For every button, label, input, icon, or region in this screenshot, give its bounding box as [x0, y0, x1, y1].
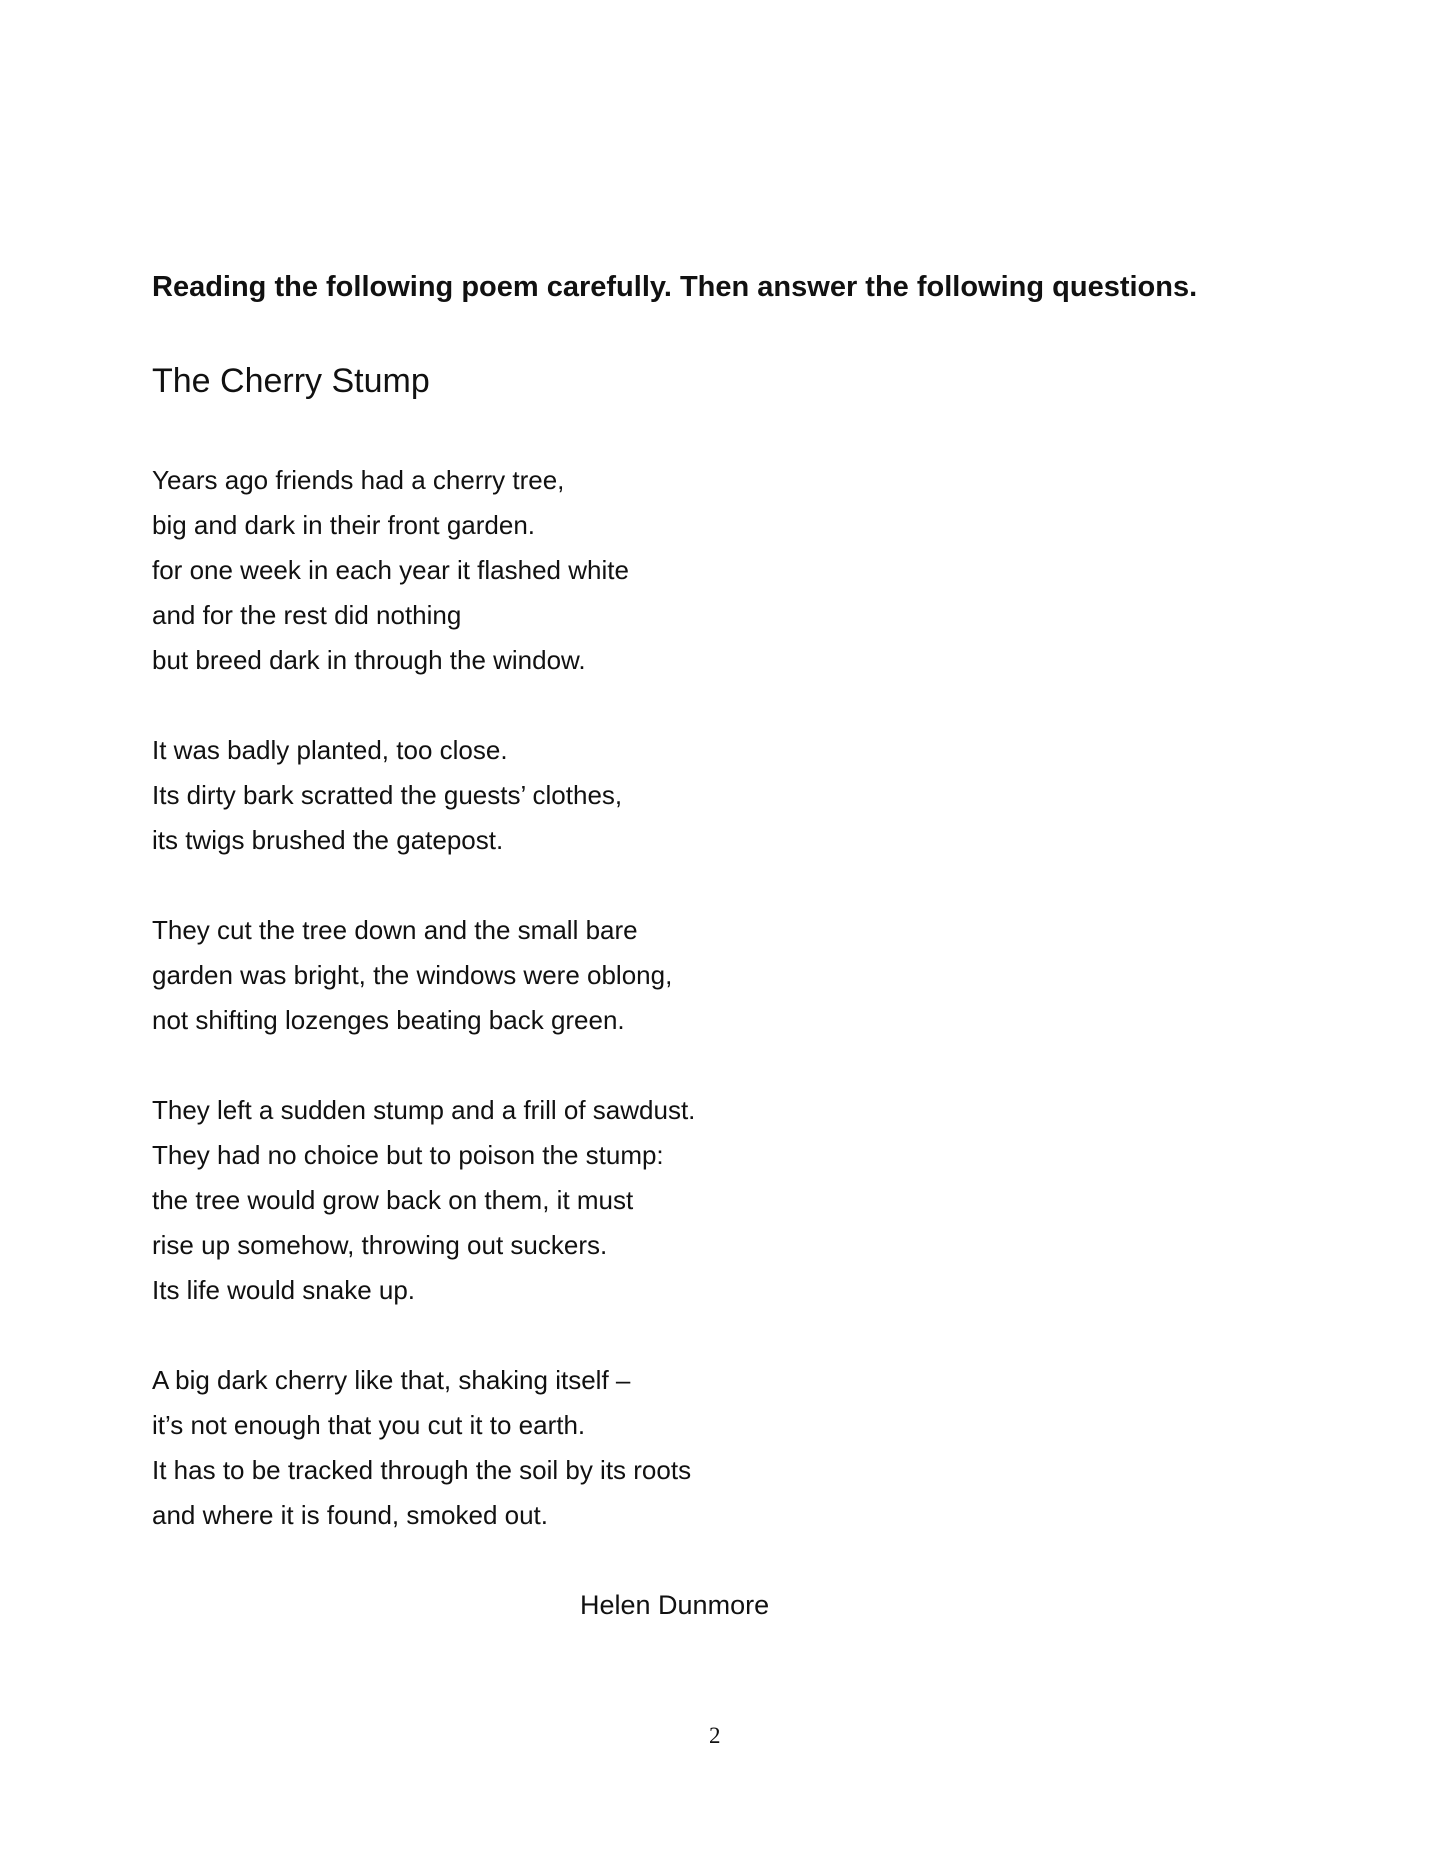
page-number: 2: [709, 1723, 721, 1748]
poem-line: for one week in each year it flashed white: [152, 555, 629, 585]
poem-line: and where it is found, smoked out.: [152, 1500, 549, 1530]
poem-line: but breed dark in through the window.: [152, 645, 586, 675]
poem-line: its twigs brushed the gatepost.: [152, 825, 504, 855]
poem-line: Years ago friends had a cherry tree,: [152, 465, 565, 495]
poem-line: not shifting lozenges beating back green.: [152, 1005, 625, 1035]
poem-stanza-2: [152, 728, 622, 863]
poem-line: it’s not enough that you cut it to earth.: [152, 1410, 586, 1440]
instruction-heading: Reading the following poem carefully. Then answer the following questions.: [152, 271, 1198, 303]
poem-line: the tree would grow back on them, it must: [152, 1185, 634, 1215]
poem-line: It was badly planted, too close.: [152, 735, 508, 765]
poem-stanza-5: [152, 1358, 691, 1538]
poem-line: garden was bright, the windows were oblong,: [152, 960, 673, 990]
poem-stanza-1: [152, 458, 629, 683]
poem-stanza-3: [152, 908, 672, 1043]
poem-line: A big dark cherry like that, shaking itself –: [152, 1365, 631, 1395]
poem-line: and for the rest did nothing: [152, 600, 462, 630]
poem-line: rise up somehow, throwing out suckers.: [152, 1230, 608, 1260]
poem-line: It has to be tracked through the soil by its roots: [152, 1455, 692, 1485]
poem-title: The Cherry Stump: [152, 362, 430, 400]
poem-stanza-4: [152, 1088, 695, 1313]
poem-line: Its life would snake up.: [152, 1275, 416, 1305]
poem-line: big and dark in their front garden.: [152, 510, 536, 540]
poem-line: Its dirty bark scratted the guests’ clothes,: [152, 780, 623, 810]
poem-line: They cut the tree down and the small bare: [152, 915, 638, 945]
poem-line: They had no choice but to poison the stump:: [152, 1140, 664, 1170]
poem-author: Helen Dunmore: [580, 1590, 770, 1620]
poem-line: They left a sudden stump and a frill of sawdust.: [152, 1095, 696, 1125]
